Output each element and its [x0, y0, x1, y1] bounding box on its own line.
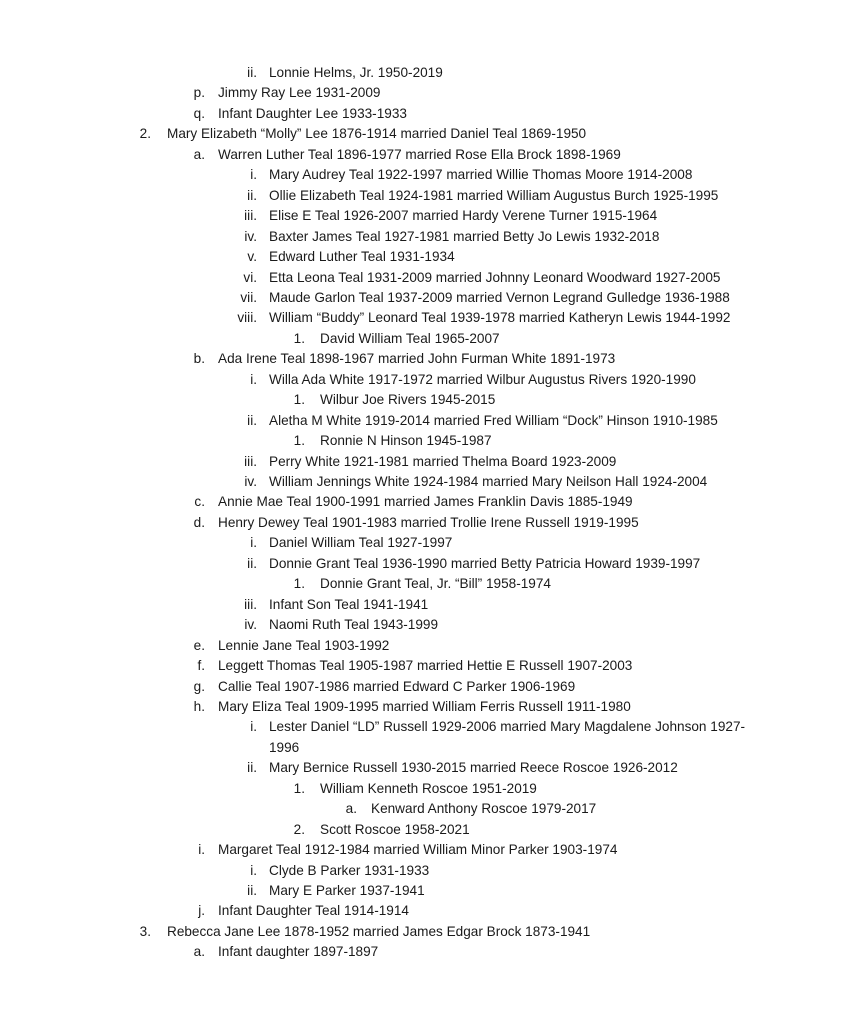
- outline-entry: [0, 574, 855, 594]
- outline-entry: [0, 370, 855, 390]
- list-marker: iv.: [244, 474, 257, 489]
- entry-text: Willa Ada White 1917-1972 married Wilbur Augustus Rivers 1920-1990: [269, 371, 696, 387]
- outline-entry: [0, 145, 855, 165]
- outline-entry: [0, 411, 855, 431]
- entry-text: Ollie Elizabeth Teal 1924-1981 married William Augustus Burch 1925-1995: [269, 187, 719, 203]
- entry-text: Maude Garlon Teal 1937-2009 married Vernon Legrand Gulledge 1936-1988: [269, 289, 730, 305]
- list-marker: a.: [345, 801, 357, 817]
- list-marker: ii.: [247, 65, 257, 80]
- entry-text: Mary Bernice Russell 1930-2015 married Reece Roscoe 1926-2012: [269, 760, 678, 776]
- outline-entry: [0, 554, 855, 574]
- entry-text: Naomi Ruth Teal 1943-1999: [269, 617, 439, 633]
- entry-text: 1996: [269, 739, 300, 755]
- outline-entry: [0, 942, 855, 962]
- list-marker: e.: [193, 637, 205, 653]
- entry-text: Edward Luther Teal 1931-1934: [269, 249, 455, 265]
- outline-entry: [0, 595, 855, 615]
- entry-text: Leggett Thomas Teal 1905-1987 married Hettie E Russell 1907-2003: [218, 658, 633, 674]
- entry-text: William “Buddy” Leonard Teal 1939-1978 married Katheryn Lewis 1944-1992: [269, 310, 731, 326]
- entry-text: Henry Dewey Teal 1901-1983 married Trollie Irene Russell 1919-1995: [218, 514, 639, 530]
- outline-entry: [0, 779, 855, 799]
- outline-entry: [0, 268, 855, 288]
- outline-entry: [0, 533, 855, 553]
- list-marker: ii.: [247, 187, 257, 203]
- list-marker: iv.: [244, 228, 257, 244]
- entry-text: Infant Son Teal 1941-1941: [269, 596, 429, 612]
- entry-text: Ronnie N Hinson 1945-1987: [320, 433, 492, 449]
- entry-text: Jimmy Ray Lee 1931-2009: [218, 85, 381, 101]
- list-marker: c.: [194, 494, 205, 510]
- entry-text: Lonnie Helms, Jr. 1950-2019: [269, 65, 443, 80]
- entry-text: Margaret Teal 1912-1984 married William Minor Parker 1903-1974: [218, 842, 618, 858]
- list-marker: 1.: [293, 330, 305, 346]
- list-marker: b.: [193, 351, 205, 367]
- entry-text: Callie Teal 1907-1986 married Edward C Parker 1906-1969: [218, 678, 576, 694]
- list-marker: d.: [193, 514, 205, 530]
- outline-entry: [0, 861, 855, 881]
- outline-entry: [0, 513, 855, 533]
- list-marker: 1.: [293, 433, 305, 449]
- entry-text: Infant Daughter Teal 1914-1914: [218, 903, 409, 919]
- outline-entry: [0, 165, 855, 185]
- entry-text: Donnie Grant Teal, Jr. “Bill” 1958-1974: [320, 576, 551, 592]
- outline-entry: [0, 636, 855, 656]
- outline-entry: [0, 820, 855, 840]
- entry-text: Scott Roscoe 1958-2021: [320, 821, 470, 837]
- list-marker: j.: [198, 903, 205, 919]
- entry-text: Aletha M White 1919-2014 married Fred William “Dock” Hinson 1910-1985: [269, 412, 718, 428]
- entry-text: Wilbur Joe Rivers 1945-2015: [320, 392, 496, 408]
- list-marker: ii.: [247, 883, 257, 898]
- outline-entry: [0, 717, 855, 737]
- outline-entry: [0, 881, 855, 901]
- list-marker: i.: [198, 842, 205, 858]
- outline-entry: [0, 656, 855, 676]
- list-marker: g.: [193, 678, 205, 694]
- entry-text: Warren Luther Teal 1896-1977 married Rose Ella Brock 1898-1969: [218, 146, 621, 162]
- list-marker: i.: [250, 862, 257, 878]
- list-marker: q.: [193, 105, 205, 121]
- outline-entry: [0, 124, 855, 144]
- outline-entry: [0, 901, 855, 921]
- entry-text: Mary E Parker 1937-1941: [269, 883, 425, 898]
- entry-text: Rebecca Jane Lee 1878-1952 married James Edgar Brock 1873-1941: [167, 923, 591, 939]
- list-marker: 1.: [293, 392, 305, 408]
- entry-text: Clyde B Parker 1931-1933: [269, 862, 430, 878]
- list-marker: ii.: [247, 760, 257, 776]
- entry-text: Mary Audrey Teal 1922-1997 married Willie Thomas Moore 1914-2008: [269, 167, 693, 183]
- list-marker: iv.: [244, 617, 257, 633]
- entry-text: Lennie Jane Teal 1903-1992: [218, 637, 390, 653]
- outline-entry: [0, 104, 855, 124]
- list-marker: p.: [193, 85, 205, 101]
- entry-text: Daniel William Teal 1927-1997: [269, 535, 453, 551]
- list-marker: 2.: [293, 821, 305, 837]
- outline-entry: [0, 329, 855, 349]
- outline-entry: [0, 697, 855, 717]
- entry-text: Mary Elizabeth “Molly” Lee 1876-1914 married Daniel Teal 1869-1950: [167, 126, 587, 142]
- outline-entry: [0, 922, 855, 942]
- list-marker: i.: [250, 371, 257, 387]
- outline-entry: [0, 452, 855, 472]
- outline-entry: [0, 840, 855, 860]
- list-marker: ii.: [247, 412, 257, 428]
- entry-text: Mary Eliza Teal 1909-1995 married William Ferris Russell 1911-1980: [218, 698, 631, 714]
- outline-entry: [0, 227, 855, 247]
- list-marker: vii.: [240, 289, 257, 305]
- entry-text: Baxter James Teal 1927-1981 married Betty Jo Lewis 1932-2018: [269, 228, 660, 244]
- outline-entry: [0, 431, 855, 451]
- entry-text: Infant daughter 1897-1897: [218, 944, 379, 960]
- outline-entry: [0, 677, 855, 697]
- list-marker: i.: [250, 719, 257, 735]
- outline-entry: [0, 615, 855, 635]
- list-marker: 3.: [139, 923, 151, 939]
- list-marker: h.: [193, 698, 205, 714]
- list-marker: vi.: [243, 269, 257, 285]
- entry-text: William Kenneth Roscoe 1951-2019: [320, 780, 537, 796]
- list-marker: 2.: [139, 126, 151, 142]
- list-marker: iii.: [244, 596, 257, 612]
- list-marker: iii.: [244, 208, 257, 224]
- outline-entry: [0, 63, 855, 83]
- entry-text: Ada Irene Teal 1898-1967 married John Furman White 1891-1973: [218, 351, 616, 367]
- outline-entry: [0, 206, 855, 226]
- outline-entry: [0, 247, 855, 267]
- entry-text: Elise E Teal 1926-2007 married Hardy Verene Turner 1915-1964: [269, 208, 658, 224]
- entry-text: David William Teal 1965-2007: [320, 330, 500, 346]
- outline-entry: [0, 492, 855, 512]
- list-marker: a.: [193, 146, 205, 162]
- list-marker: f.: [197, 658, 205, 674]
- outline-entry: [0, 83, 855, 103]
- entry-text: Lester Daniel “LD” Russell 1929-2006 married Mary Magdalene Johnson 1927-: [269, 719, 746, 735]
- outline-entry: [0, 390, 855, 410]
- entry-text: Perry White 1921-1981 married Thelma Board 1923-2009: [269, 453, 617, 469]
- list-marker: i.: [250, 167, 257, 183]
- entry-text: Annie Mae Teal 1900-1991 married James Franklin Davis 1885-1949: [218, 494, 633, 510]
- entry-text: William Jennings White 1924-1984 married Mary Neilson Hall 1924-2004: [269, 474, 708, 489]
- outline-entry: [0, 799, 855, 819]
- outline-entry: [0, 349, 855, 369]
- outline-entry: [0, 738, 855, 758]
- list-marker: ii.: [247, 555, 257, 571]
- list-marker: viii.: [237, 310, 257, 326]
- list-marker: 1.: [293, 576, 305, 592]
- entry-text: Etta Leona Teal 1931-2009 married Johnny Leonard Woodward 1927-2005: [269, 269, 721, 285]
- entry-text: Donnie Grant Teal 1936-1990 married Betty Patricia Howard 1939-1997: [269, 555, 701, 571]
- outline-entry: [0, 758, 855, 778]
- list-marker: i.: [250, 535, 257, 551]
- entry-text: Infant Daughter Lee 1933-1933: [218, 105, 407, 121]
- outline-entry: [0, 472, 855, 492]
- outline-entry: [0, 186, 855, 206]
- list-marker: 1.: [293, 780, 305, 796]
- outline-entry: [0, 288, 855, 308]
- entry-text: Kenward Anthony Roscoe 1979-2017: [371, 801, 597, 817]
- outline-entry: [0, 308, 855, 328]
- list-marker: a.: [193, 944, 205, 960]
- list-marker: iii.: [244, 453, 257, 469]
- list-marker: v.: [247, 249, 257, 265]
